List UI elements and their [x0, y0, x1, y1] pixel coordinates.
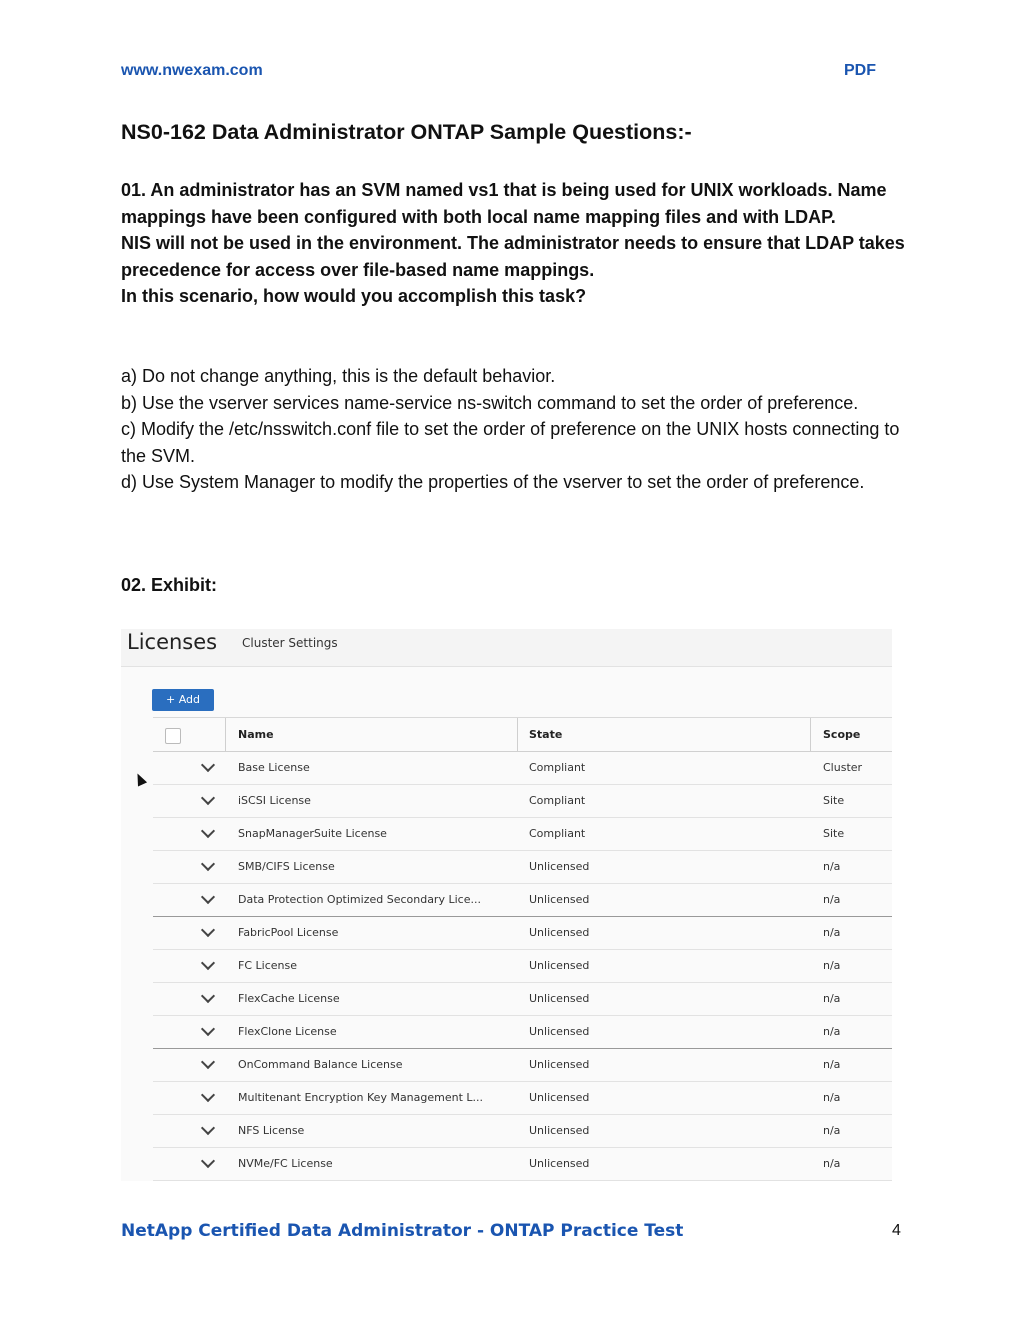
column-scope[interactable]: Scope: [823, 728, 861, 741]
column-name[interactable]: Name: [238, 728, 274, 741]
question-1-line-1: 01. An administrator has an SVM named vs1 that is being used for UNIX workloads. Name mappings have been configured with both local name mapping files and with LDAP.: [121, 180, 887, 227]
question-1-line-2: NIS will not be used in the environment. The administrator needs to ensure that LDAP takes precedence for access over file-based name mappings.: [121, 233, 905, 280]
mouse-cursor-icon: [133, 771, 147, 786]
license-name: NVMe/FC License: [238, 1157, 333, 1170]
table-header: [153, 717, 892, 752]
license-scope: Cluster: [823, 761, 863, 774]
license-state: Compliant: [529, 794, 586, 807]
table-row[interactable]: [153, 1016, 892, 1049]
option-c: c) Modify the /etc/nsswitch.conf file to set the order of preference on the UNIX hosts connecting to the SVM.: [121, 419, 900, 466]
license-state: Unlicensed: [529, 959, 590, 972]
table-row[interactable]: [153, 917, 892, 950]
license-scope: Site: [823, 827, 845, 840]
license-state: Unlicensed: [529, 893, 590, 906]
license-state: Compliant: [529, 761, 586, 774]
table-row[interactable]: [153, 818, 892, 851]
page-number: 4: [892, 1222, 901, 1239]
table-body: [153, 752, 892, 1181]
license-name: NFS License: [238, 1124, 305, 1137]
license-state: Unlicensed: [529, 992, 590, 1005]
chevron-down-icon[interactable]: [201, 758, 215, 772]
exhibit-subtitle: Cluster Settings: [242, 636, 338, 650]
license-name: SnapManagerSuite License: [238, 827, 387, 840]
license-scope: n/a: [823, 992, 841, 1005]
license-scope: n/a: [823, 1157, 841, 1170]
license-scope: n/a: [823, 926, 841, 939]
license-scope: n/a: [823, 1124, 841, 1137]
license-name: iSCSI License: [238, 794, 311, 807]
exhibit-screenshot: [121, 629, 892, 1181]
license-state: Unlicensed: [529, 1124, 590, 1137]
chevron-down-icon[interactable]: [201, 1022, 215, 1036]
exhibit-title: Licenses: [127, 630, 218, 654]
table-row[interactable]: [153, 1148, 892, 1181]
page-title: NS0-162 Data Administrator ONTAP Sample Questions:-: [121, 120, 692, 144]
site-link[interactable]: www.nwexam.com: [121, 62, 263, 79]
column-divider: [225, 718, 226, 751]
license-scope: n/a: [823, 1058, 841, 1071]
license-scope: n/a: [823, 1025, 841, 1038]
chevron-down-icon[interactable]: [201, 791, 215, 805]
license-name: Data Protection Optimized Secondary Lice...: [238, 893, 481, 906]
question-1-line-3: In this scenario, how would you accomplish this task?: [121, 286, 587, 306]
license-scope: n/a: [823, 860, 841, 873]
table-row[interactable]: [153, 785, 892, 818]
table-row[interactable]: [153, 1082, 892, 1115]
license-scope: n/a: [823, 1091, 841, 1104]
option-d: d) Use System Manager to modify the properties of the vserver to set the order of preference.: [121, 472, 865, 492]
add-button[interactable]: + Add: [152, 689, 214, 711]
column-state[interactable]: State: [529, 728, 563, 741]
license-name: FlexCache License: [238, 992, 340, 1005]
license-name: FabricPool License: [238, 926, 339, 939]
chevron-down-icon[interactable]: [201, 956, 215, 970]
license-state: Unlicensed: [529, 1058, 590, 1071]
table-row[interactable]: [153, 752, 892, 785]
licenses-table: [153, 717, 892, 1181]
license-name: Multitenant Encryption Key Management L...: [238, 1091, 484, 1104]
table-row[interactable]: [153, 983, 892, 1016]
column-divider: [810, 718, 811, 751]
chevron-down-icon[interactable]: [201, 890, 215, 904]
table-row[interactable]: [153, 884, 892, 917]
option-b: b) Use the vserver services name-service ns-switch command to set the order of preference.: [121, 392, 859, 413]
chevron-down-icon[interactable]: [201, 1154, 215, 1168]
table-row[interactable]: [153, 1115, 892, 1148]
chevron-down-icon[interactable]: [201, 989, 215, 1003]
license-name: FlexClone License: [238, 1025, 337, 1038]
option-a: a) Do not change anything, this is the default behavior.: [121, 366, 556, 386]
question-1: [121, 177, 911, 310]
question-2-label: 02. Exhibit:: [121, 575, 218, 595]
license-scope: Site: [823, 794, 845, 807]
license-state: Unlicensed: [529, 1157, 590, 1170]
license-state: Unlicensed: [529, 1025, 590, 1038]
chevron-down-icon[interactable]: [201, 1121, 215, 1135]
license-scope: n/a: [823, 893, 841, 906]
table-row[interactable]: [153, 950, 892, 983]
footer-title: NetApp Certified Data Administrator - ONTAP Practice Test: [121, 1221, 684, 1241]
chevron-down-icon[interactable]: [201, 857, 215, 871]
license-name: SMB/CIFS License: [238, 860, 335, 873]
license-state: Unlicensed: [529, 1091, 590, 1104]
chevron-down-icon[interactable]: [201, 1055, 215, 1069]
license-scope: n/a: [823, 959, 841, 972]
chevron-down-icon[interactable]: [201, 824, 215, 838]
select-all-checkbox[interactable]: [165, 728, 181, 744]
license-state: Unlicensed: [529, 926, 590, 939]
pdf-label: PDF: [844, 62, 876, 79]
license-state: Compliant: [529, 827, 586, 840]
chevron-down-icon[interactable]: [201, 923, 215, 937]
table-row[interactable]: [153, 851, 892, 884]
column-divider: [517, 718, 518, 751]
table-row[interactable]: [153, 1049, 892, 1082]
chevron-down-icon[interactable]: [201, 1088, 215, 1102]
license-name: OnCommand Balance License: [238, 1058, 403, 1071]
license-name: FC License: [238, 959, 297, 972]
exhibit-header-bar: [121, 629, 892, 667]
question-1-options: [121, 363, 911, 496]
license-name: Base License: [238, 761, 310, 774]
license-state: Unlicensed: [529, 860, 590, 873]
